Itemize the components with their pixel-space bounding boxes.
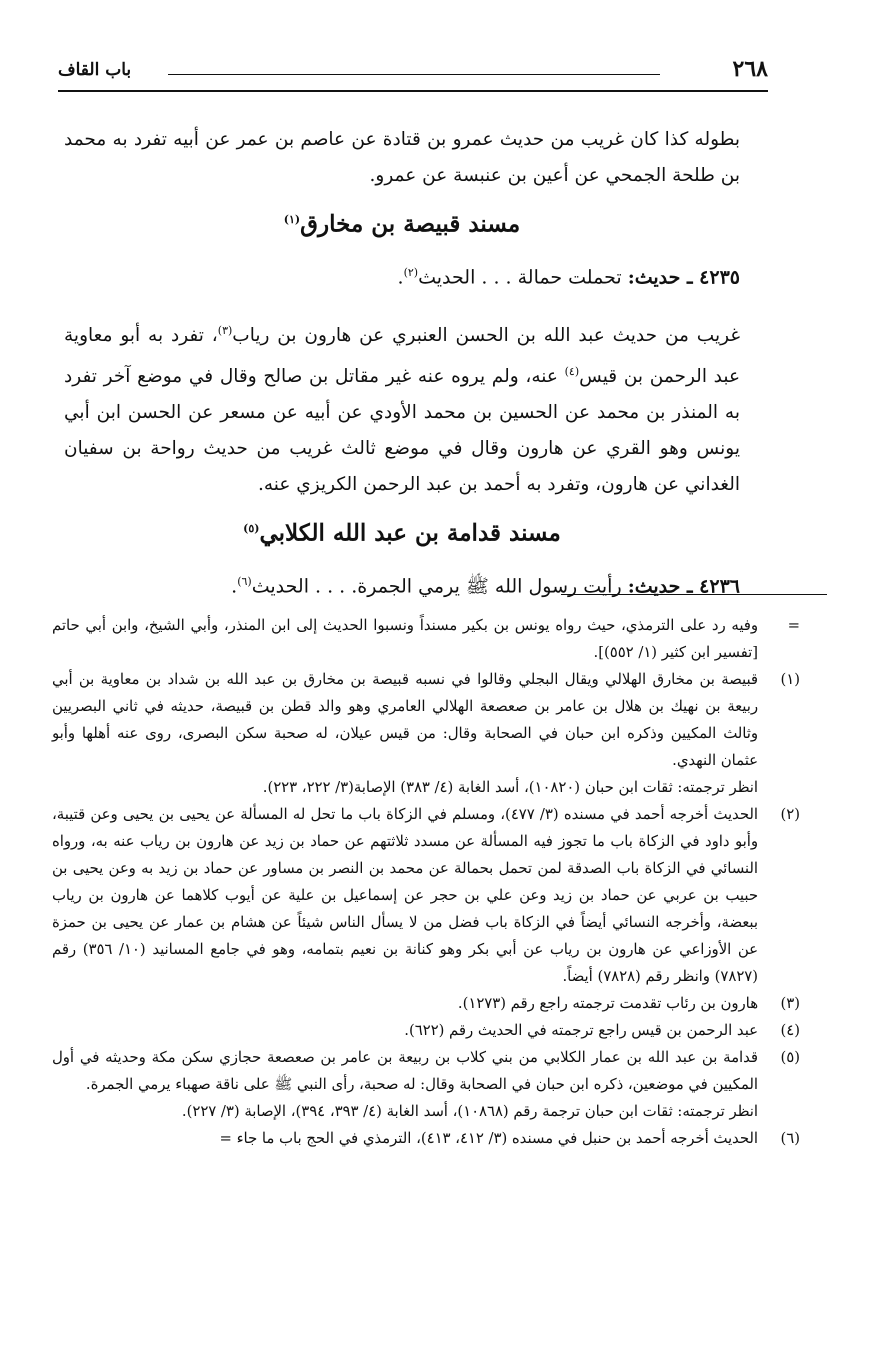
- page-number: ٢٦٨: [732, 56, 768, 82]
- header-line: [168, 74, 660, 75]
- footnote-6: (٦) الحديث أخرجه أحمد بن حنبل في مسنده (٣/ ٤١٢، ٤١٣)، الترمذي في الحج باب ما جاء =: [219, 1130, 800, 1147]
- footnote-ref: (١): [283, 213, 301, 226]
- footnote-2: (٢) الحديث أخرجه أحمد في مسنده (٣/ ٤٧٧)، ومسلم في الزكاة باب ما تحل له المسألة عن يحيى بن يحيى وعن قتيبة، وأبو داود في الزكاة باب ما تجوز فيه المسألة عن مسدد ثلاثتهم عن حماد بن زيد عن هارون بن رياب عنه به، ورواه النسائي في الزكاة باب الصدقة لمن تحمل بحمالة عن محمد بن النصر بن مساور عن حماد بن زيد به وعن يحيى بن حبيب بن عربي عن حماد بن زيد وعن علي بن حجر عن إسماعيل بن علية عن أيوب كلاهما عن هارون بن رياب ببعضة، وأخرجه النسائي أيضاً في الزكاة باب فضل من لا يسأل الناس شيئاً عن هشام بن عمار عن يحيى بن حمزة عن الأوزاعي عن هارون بن رياب عن أبي بكر وهو كنانة بن نعيم بتمامه، وهو في جامع المسانيد (١٠/ ٣٥٦) رقم (٧٨٢٧) وانظر رقم (٧٨٢٨) أيضاً.: [52, 806, 800, 985]
- footnote-ref: (٤): [564, 365, 580, 379]
- section-heading-qudama: مسند قدامة بن عبد الله الكلابي$^{(٥)}$: [243, 519, 561, 547]
- footnote-ref: (٢): [403, 265, 419, 279]
- footnote-3: (٣) هارون بن رئاب تقدمت ترجمته راجع رقم (١٢٧٣).: [457, 995, 800, 1012]
- section-heading-qabisa: مسند قبيصة بن مخارق$^{(١)}$: [283, 210, 521, 238]
- hadith-4236: ٤٢٣٦ ـ حديث: رأيت رسول الله ﷺ يرمي الجمرة. . . . الحديث$^{(٦)}$.: [231, 574, 740, 598]
- footnote-4: (٤) عبد الرحمن بن قيس راجع ترجمته في الحديث رقم (٦٢٢).: [404, 1022, 800, 1039]
- footnote-ref: (٥): [243, 522, 260, 536]
- footnote-separator: [561, 594, 827, 595]
- commentary-paragraph: غريب من حديث عبد الله بن الحسن العنبري عن هارون بن رياب$^{(٣)}$، تفرد به أبو معاوية عبد الرحمن بن قيس$^{(٤)}$ عنه، ولم يروه عنه غير مقاتل بن صالح وقال في موضع آخر تفرد به المنذر بن محمد عن الحسين بن محمد الأودي عن أبيه عن مسعر عن الحسن ابن أبي يونس وهو القري عن هارون وقال في موضع ثالث غريب من حديث رواحة بن سفيان الغداني عن هارون، وتفرد به أحمد بن عبد الرحمن الكريزي عنه.: [64, 323, 740, 496]
- running-header: [58, 54, 768, 94]
- hadith-4235: ٤٢٣٥ ـ حديث: تحملت حمالة . . . الحديث$^{(٢)}$.: [397, 265, 740, 288]
- intro-paragraph: بطوله كذا كان غريب من حديث عمرو بن قتادة عن عاصم بن عمر عن أبيه تفرد به محمد بن طلحة الجمحي عن أعين بن عنبسة عن عمرو.: [64, 129, 740, 186]
- footnote-ref: (٦): [237, 574, 252, 588]
- hadith-number: ٤٢٣٦ ـ حديث:: [627, 575, 740, 598]
- footnote-1: (١) قبيصة بن مخارق الهلالي ويقال البجلي وقالوا في نسبه قبيصة بن مخارق بن عبد الله بن شداد بن معاوية بن أبي ربيعة بن نهيك بن هلال بن عامر بن صعصعة الهلالي العامري وهو والد قطن بن قبيصة، حديثه في ثاني البصريين وثالث المكيين وذكره ابن حبان في الصحابة وقال: من قيس عيلان، له صحبة سكن البصرى، روى عنه أهلها وأبو عثمان النهدي. انظر ترجمته: ثقات ابن حبان (١٠٨٢٠)، أسد الغابة (٤/ ٣٨٣) الإصابة(٣/ ٢٢٢، ٢٢٣).: [52, 671, 800, 796]
- header-rule: [58, 90, 768, 92]
- chapter-title: باب القاف: [58, 60, 132, 80]
- footnote-continuation: = وفيه رد على الترمذي، حيث رواه يونس بن بكير مسنداً ونسبوا الحديث إلى ابن المنذر، وأبي الشيخ، وابن أبي حاتم [تفسير ابن كثير (١/ ٥٥٢)].: [52, 617, 800, 661]
- footnote-5: (٥) قدامة بن عبد الله بن عمار الكلابي من بني كلاب بن ربيعة بن عامر بن صعصعة حجازي سكن مكة وحديثه في أول المكيين في موضعين، ذكره ابن حبان في الصحابة وقال: له صحبة، رأى النبي ﷺ على ناقة صهباء يرمي الجمرة. انظر ترجمته: ثقات ابن حبان ترجمة رقم (١٠٨٦٨)، أسد الغابة (٤/ ٣٩٣، ٣٩٤)، الإصابة (٣/ ٢٢٧).: [52, 1049, 800, 1120]
- main-text: [64, 122, 740, 622]
- hadith-number: ٤٢٣٥ ـ حديث:: [627, 265, 740, 288]
- footnotes: [52, 612, 800, 1152]
- footnote-ref: (٣): [217, 323, 233, 337]
